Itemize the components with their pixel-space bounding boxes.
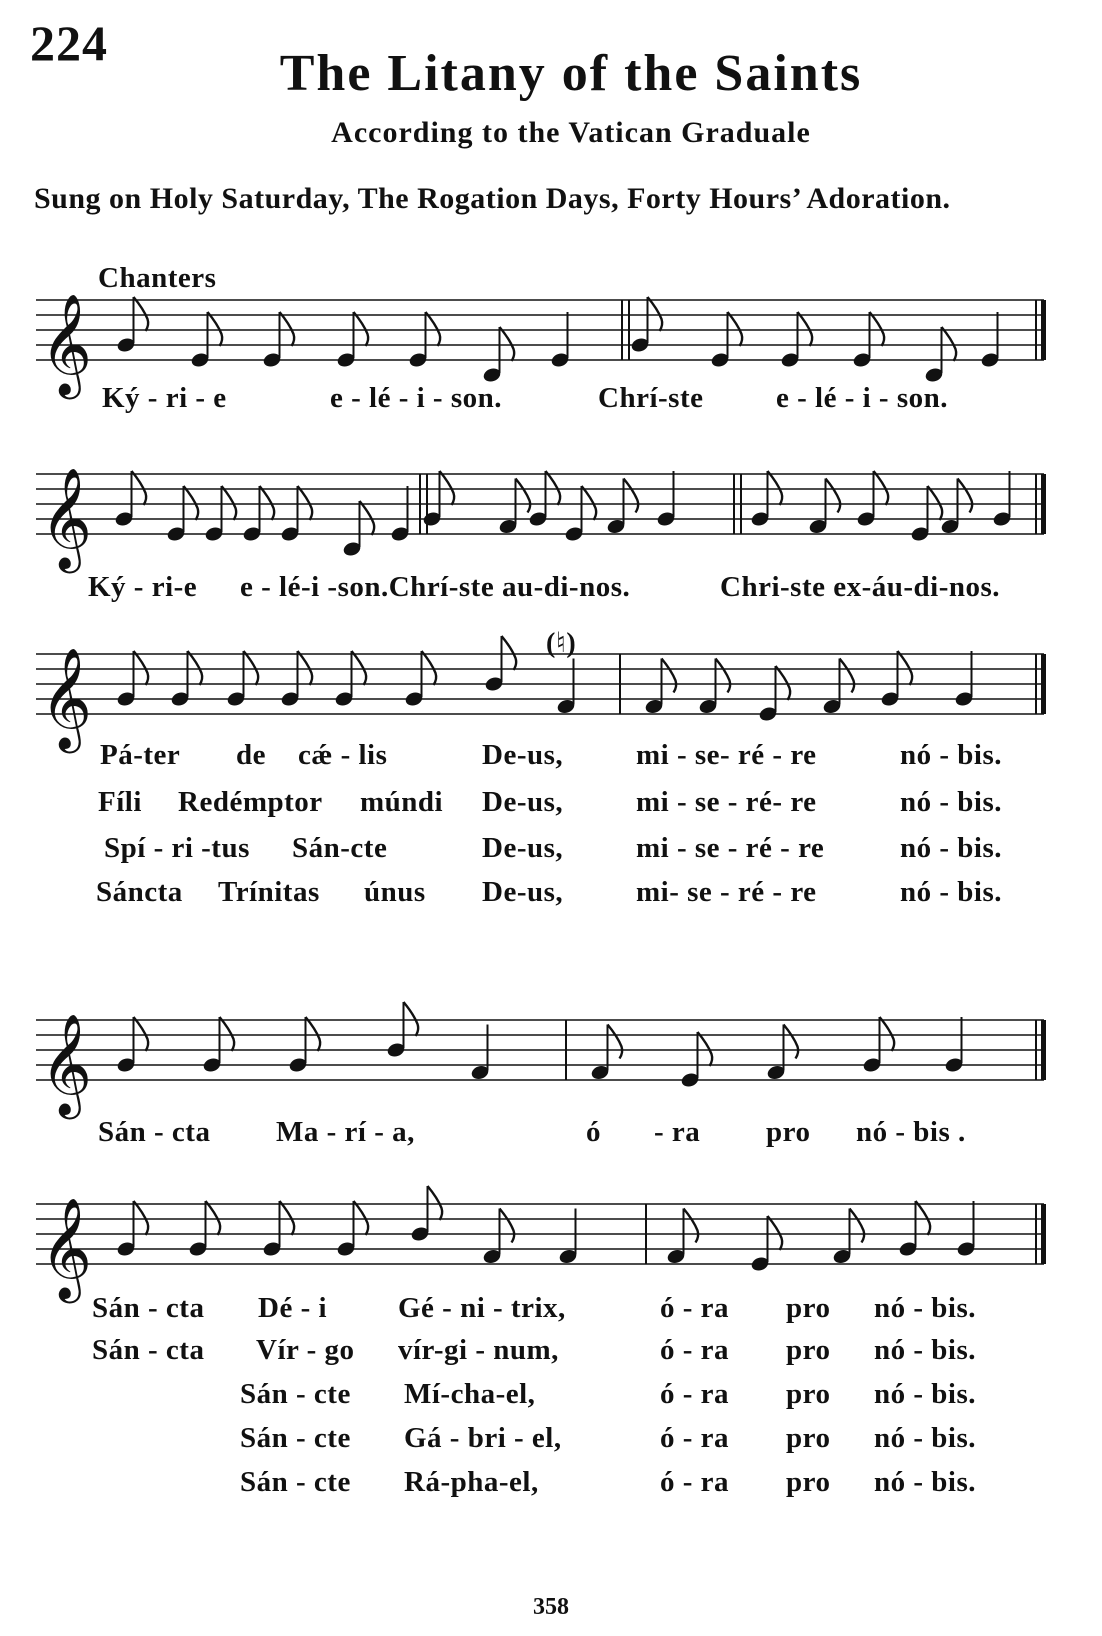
lyric-syllable: mi - se- ré - re	[636, 739, 817, 771]
lyric-syllable: únus	[364, 876, 426, 908]
lyric-syllable: De-us,	[482, 739, 564, 771]
lyric-syllable: mi - se - ré - re	[636, 832, 825, 864]
lyric-syllable: ó - ra	[660, 1422, 730, 1454]
lyric-syllable: ó - ra	[660, 1378, 730, 1410]
lyric-syllable: nó - bis.	[900, 786, 1003, 818]
lyric-syllable: Sáncta	[96, 876, 183, 908]
lyric-syllable: mi - se - ré- re	[636, 786, 817, 818]
svg-text:𝄞: 𝄞	[40, 1012, 93, 1115]
lyric-syllable: De-us,	[482, 786, 564, 818]
svg-text:𝄞: 𝄞	[40, 1196, 93, 1299]
lyric-syllable: ó - ra	[660, 1466, 730, 1498]
lyric-syllable: e - lé-i -son.Chrí-ste au-di-nos.	[240, 571, 631, 603]
lyric-syllable: pro	[786, 1422, 831, 1454]
lyric-syllable: Pá-ter	[100, 739, 181, 771]
lyric-syllable: nó - bis.	[874, 1422, 977, 1454]
lyric-syllable: Gé - ni - trix,	[398, 1292, 566, 1324]
lyric-syllable: nó - bis.	[900, 876, 1003, 908]
lyric-syllable: de	[236, 739, 266, 771]
lyric-syllable: pro	[786, 1334, 831, 1366]
lyric-syllable: Vír - go	[256, 1334, 355, 1366]
lyric-syllable: Redémptor	[178, 786, 323, 818]
page-subtitle: According to the Vatican Graduale	[331, 116, 811, 149]
staff-system-3	[0, 634, 1102, 754]
lyric-syllable: e - lé - i - son.	[776, 382, 948, 414]
lyric-syllable: De-us,	[482, 876, 564, 908]
lyric-syllable: cǽ - lis	[298, 739, 388, 771]
lyric-syllable: Mí-cha-el,	[404, 1378, 536, 1410]
lyric-syllable: vír-gi - num,	[398, 1334, 559, 1366]
lyric-syllable: Dé - i	[258, 1292, 328, 1324]
lyric-syllable: nó - bis.	[874, 1466, 977, 1498]
lyric-syllable: Trínitas	[218, 876, 320, 908]
svg-text:𝄞: 𝄞	[40, 292, 93, 395]
lyric-syllable: e - lé - i - son.	[330, 382, 502, 414]
lyric-syllable: ó	[586, 1116, 601, 1148]
lyric-syllable: nó - bis.	[900, 739, 1003, 771]
lyric-syllable: De-us,	[482, 832, 564, 864]
lyric-syllable: pro	[786, 1378, 831, 1410]
lyric-syllable: nó - bis.	[874, 1334, 977, 1366]
lyric-syllable: Chrí-ste	[598, 382, 704, 414]
staff-system-5	[0, 1184, 1102, 1304]
page-title: The Litany of the Saints	[279, 45, 863, 102]
lyric-syllable: Sán - cta	[92, 1292, 205, 1324]
lyric-syllable: ó - ra	[660, 1334, 730, 1366]
lyric-syllable: - ra	[654, 1116, 701, 1148]
hymn-number: 224	[30, 15, 108, 71]
staff-system-2	[0, 454, 1102, 574]
lyric-syllable: Rá-pha-el,	[404, 1466, 539, 1498]
lyric-syllable: Sán - cta	[92, 1334, 205, 1366]
lyric-syllable: mi- se - ré - re	[636, 876, 817, 908]
page-number: 358	[533, 1594, 569, 1620]
lyric-syllable: ó - ra	[660, 1292, 730, 1324]
natural-accidental: (♮)	[546, 628, 577, 659]
lyric-syllable: Sán - cta	[98, 1116, 211, 1148]
lyric-syllable: nó - bis.	[900, 832, 1003, 864]
lyric-syllable: Sán - cte	[240, 1378, 351, 1410]
lyric-syllable: nó - bis.	[874, 1378, 977, 1410]
lyric-syllable: pro	[786, 1292, 831, 1324]
intro-text: Sung on Holy Saturday, The Rogation Days, Forty Hours’ Adoration.	[34, 182, 951, 215]
svg-text:𝄞: 𝄞	[40, 646, 93, 749]
lyric-syllable: Fíli	[98, 786, 142, 818]
lyric-syllable: múndi	[360, 786, 444, 818]
lyric-syllable: Ký - ri-e	[88, 571, 198, 603]
staff-system-4	[0, 1000, 1102, 1120]
lyric-syllable: Gá - bri - el,	[404, 1422, 562, 1454]
svg-text:𝄞: 𝄞	[40, 466, 93, 569]
performer-label: Chanters	[98, 262, 217, 294]
lyric-syllable: pro	[786, 1466, 831, 1498]
lyric-syllable: Chri-ste ex-áu-di-nos.	[720, 571, 1001, 603]
lyric-syllable: Sán - cte	[240, 1466, 351, 1498]
lyric-syllable: Ma - rí - a,	[276, 1116, 415, 1148]
lyric-syllable: Ký - ri - e	[102, 382, 227, 414]
lyric-syllable: nó - bis.	[874, 1292, 977, 1324]
lyric-syllable: Sán - cte	[240, 1422, 351, 1454]
lyric-syllable: nó - bis .	[856, 1116, 966, 1148]
lyric-syllable: pro	[766, 1116, 811, 1148]
lyric-syllable: Sán-cte	[292, 832, 388, 864]
lyric-syllable: Spí - ri -tus	[104, 832, 250, 864]
